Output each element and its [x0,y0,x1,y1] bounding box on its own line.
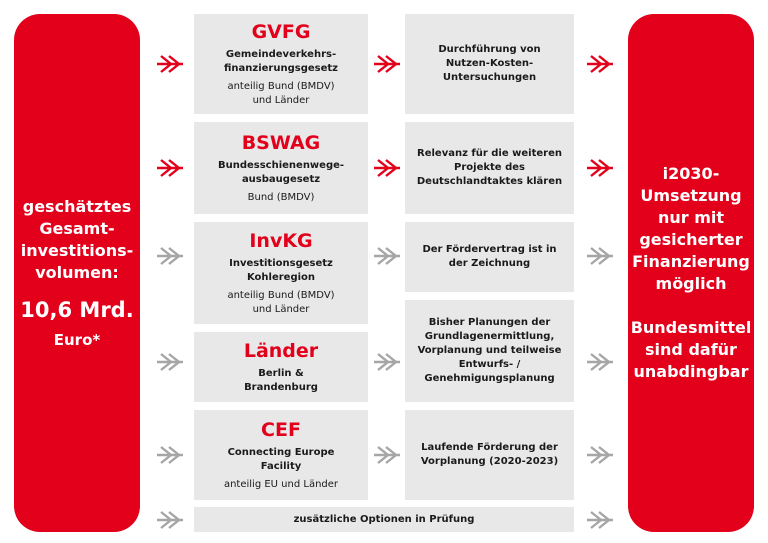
program-title: CEF [261,419,301,441]
description-line: Vorplanung (2020-2023) [420,456,559,467]
double-chevron-arrow-icon [372,246,402,266]
double-chevron-arrow-icon [585,352,615,372]
total-investment-box [14,14,140,532]
program-funding: anteilig Bund (BMDV) [227,290,335,301]
description-box [405,300,574,402]
right-box-line: i2030- [662,164,720,183]
program-name: Gemeindeverkehrs- [225,49,337,60]
program-box-cef [194,410,368,500]
description-line: Genehmigungsplanung [424,373,555,384]
double-chevron-arrow-icon [372,445,402,465]
investment-amount: 10,6 Mrd. [20,298,134,322]
double-chevron-arrow-icon [155,445,185,465]
right-box-line: Umsetzung [640,186,742,205]
description-line: Vorplanung und teilweise [417,345,562,356]
left-box-line: investitions- [20,241,134,260]
description-line: Nutzen-Kosten- [445,58,534,69]
program-title: GVFG [251,21,311,43]
right-box-line: gesicherter [639,230,743,249]
left-box-line: geschätztes [22,197,132,216]
description-line: Entwurfs- / [458,359,521,370]
left-box-line: volumen: [35,263,119,282]
program-funding: anteilig EU und Länder [223,479,339,490]
program-box-invkg [194,222,368,324]
description-box [405,410,574,500]
description-line: Projekte des [454,162,525,173]
program-funding: und Länder [252,304,310,315]
investment-currency: Euro* [53,331,101,349]
description-line: Laufende Förderung der [421,442,558,453]
program-title: InvKG [249,230,313,252]
program-name: Facility [260,461,302,472]
description-box [405,14,574,114]
double-chevron-arrow-icon [155,510,185,530]
program-name: Investitionsgesetz [229,258,333,269]
double-chevron-arrow-icon [155,352,185,372]
program-name: Kohleregion [246,272,316,283]
additional-options-bar [194,507,574,532]
description-box [405,122,574,214]
implementation-box [628,14,754,532]
double-chevron-arrow-icon [585,445,615,465]
double-chevron-arrow-icon [372,158,402,178]
program-name: Brandenburg [244,382,318,393]
additional-options-label: zusätzliche Optionen in Prüfung [293,514,475,525]
program-box-gvfg [194,14,368,114]
program-name: ausbaugesetz [241,174,321,185]
description-line: Bisher Planungen der [428,317,551,328]
description-line: Untersuchungen [442,72,537,83]
description-line: Durchführung von [438,44,541,55]
right-box-line: unabdingbar [633,362,749,381]
right-box-line: möglich [655,274,727,293]
right-box-line: Finanzierung [632,252,750,271]
double-chevron-arrow-icon [155,246,185,266]
double-chevron-arrow-icon [585,158,615,178]
program-name: Connecting Europe [227,447,335,458]
double-chevron-arrow-icon [585,246,615,266]
program-box-bswag [194,122,368,214]
double-chevron-arrow-icon [585,510,615,530]
program-title: Länder [243,340,319,362]
double-chevron-arrow-icon [155,54,185,74]
description-line: Grundlagenermittlung, [424,331,555,342]
program-box-laender [194,332,368,402]
right-box-line: nur mit [657,208,725,227]
double-chevron-arrow-icon [585,54,615,74]
double-chevron-arrow-icon [372,352,402,372]
description-box [405,222,574,292]
right-box-line: Bundesmittel [630,318,752,337]
description-line: Deutschlandtaktes klären [416,176,563,187]
left-box-line: Gesamt- [39,219,115,238]
program-name: Berlin & [258,368,304,379]
double-chevron-arrow-icon [155,158,185,178]
program-funding: anteilig Bund (BMDV) [227,81,335,92]
description-line: Relevanz für die weiteren [417,148,562,159]
description-line: Der Fördervertrag ist in [422,244,557,255]
program-title: BSWAG [241,132,321,154]
program-name: finanzierungsgesetz [224,63,338,74]
program-funding: Bund (BMDV) [247,192,315,203]
right-box-line: sind dafür [645,340,737,359]
program-funding: und Länder [252,95,310,106]
double-chevron-arrow-icon [372,54,402,74]
program-name: Bundesschienenwege- [217,160,345,171]
description-line: der Zeichnung [448,258,531,269]
